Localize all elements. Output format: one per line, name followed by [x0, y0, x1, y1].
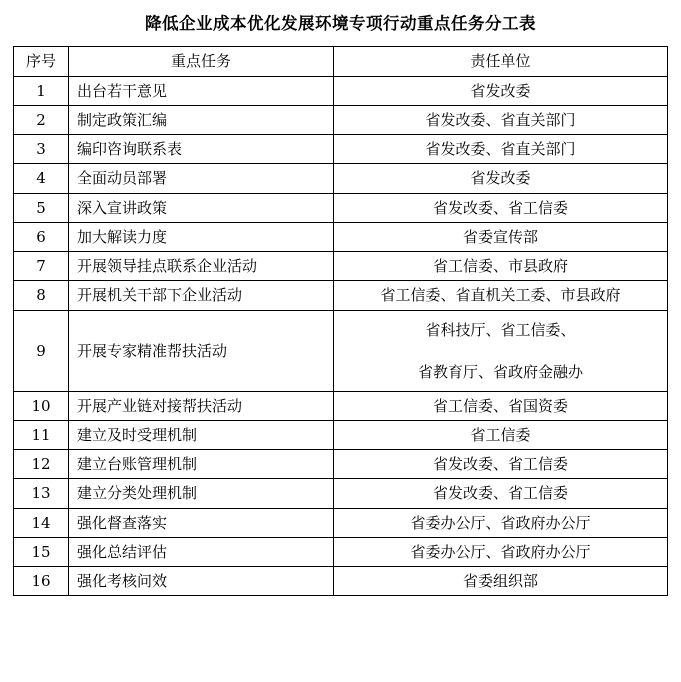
cell-unit: 省工信委 [334, 420, 668, 449]
cell-task: 强化督查落实 [69, 508, 334, 537]
page-title: 降低企业成本优化发展环境专项行动重点任务分工表 [145, 14, 536, 33]
table-row [14, 508, 668, 537]
cell-task: 出台若干意见 [69, 76, 334, 105]
cell-unit: 省发改委、省工信委 [334, 193, 668, 222]
cell-index: 12 [14, 450, 69, 479]
cell-unit: 省发改委 [334, 76, 668, 105]
table-row [14, 537, 668, 566]
cell-task: 开展机关干部下企业活动 [69, 281, 334, 310]
cell-index: 7 [14, 252, 69, 281]
cell-unit: 省发改委、省工信委 [334, 479, 668, 508]
cell-index: 2 [14, 105, 69, 134]
table-row [14, 252, 668, 281]
cell-task: 建立分类处理机制 [69, 479, 334, 508]
table-row [14, 310, 668, 391]
cell-index: 15 [14, 537, 69, 566]
cell-unit-line1: 省科技厅、省工信委、 [425, 320, 576, 339]
cell-task: 开展领导挂点联系企业活动 [69, 252, 334, 281]
cell-task: 强化总结评估 [69, 537, 334, 566]
table-row [14, 222, 668, 251]
cell-task: 开展专家精准帮扶活动 [69, 310, 334, 391]
cell-index: 1 [14, 76, 69, 105]
cell-index: 13 [14, 479, 69, 508]
cell-task: 强化考核问效 [69, 567, 334, 596]
cell-index: 10 [14, 391, 69, 420]
cell-index: 6 [14, 222, 69, 251]
cell-unit: 省委办公厅、省政府办公厅 [334, 508, 668, 537]
cell-unit: 省委宣传部 [334, 222, 668, 251]
cell-index: 9 [14, 310, 69, 391]
cell-unit: 省工信委、省国资委 [334, 391, 668, 420]
cell-unit: 省发改委、省直关部门 [334, 105, 668, 134]
cell-unit: 省发改委 [334, 164, 668, 193]
cell-task: 建立台账管理机制 [69, 450, 334, 479]
cell-unit [334, 310, 668, 391]
cell-unit: 省工信委、市县政府 [334, 252, 668, 281]
table-row [14, 567, 668, 596]
cell-index: 14 [14, 508, 69, 537]
cell-task: 深入宣讲政策 [69, 193, 334, 222]
cell-task: 全面动员部署 [69, 164, 334, 193]
cell-index: 3 [14, 135, 69, 164]
table-row [14, 76, 668, 105]
cell-index: 8 [14, 281, 69, 310]
table-header-row [14, 47, 668, 76]
table-row [14, 164, 668, 193]
table-row [14, 391, 668, 420]
cell-task: 开展产业链对接帮扶活动 [69, 391, 334, 420]
cell-unit: 省发改委、省直关部门 [334, 135, 668, 164]
cell-task: 编印咨询联系表 [69, 135, 334, 164]
cell-index: 4 [14, 164, 69, 193]
cell-index: 5 [14, 193, 69, 222]
table-row [14, 135, 668, 164]
table-row [14, 420, 668, 449]
cell-index: 16 [14, 567, 69, 596]
task-division-table [13, 46, 668, 596]
cell-task: 制定政策汇编 [69, 105, 334, 134]
cell-unit: 省委办公厅、省政府办公厅 [334, 537, 668, 566]
table-row [14, 281, 668, 310]
table-row [14, 450, 668, 479]
header-index: 序号 [14, 47, 69, 76]
cell-index: 11 [14, 420, 69, 449]
cell-task: 加大解读力度 [69, 222, 334, 251]
header-unit: 责任单位 [334, 47, 668, 76]
table-row [14, 105, 668, 134]
cell-unit: 省工信委、省直机关工委、市县政府 [334, 281, 668, 310]
cell-unit: 省委组织部 [334, 567, 668, 596]
cell-task: 建立及时受理机制 [69, 420, 334, 449]
table-row [14, 193, 668, 222]
header-task: 重点任务 [69, 47, 334, 76]
cell-unit-line2: 省教育厅、省政府金融办 [417, 363, 583, 382]
cell-unit: 省发改委、省工信委 [334, 450, 668, 479]
table-row [14, 479, 668, 508]
